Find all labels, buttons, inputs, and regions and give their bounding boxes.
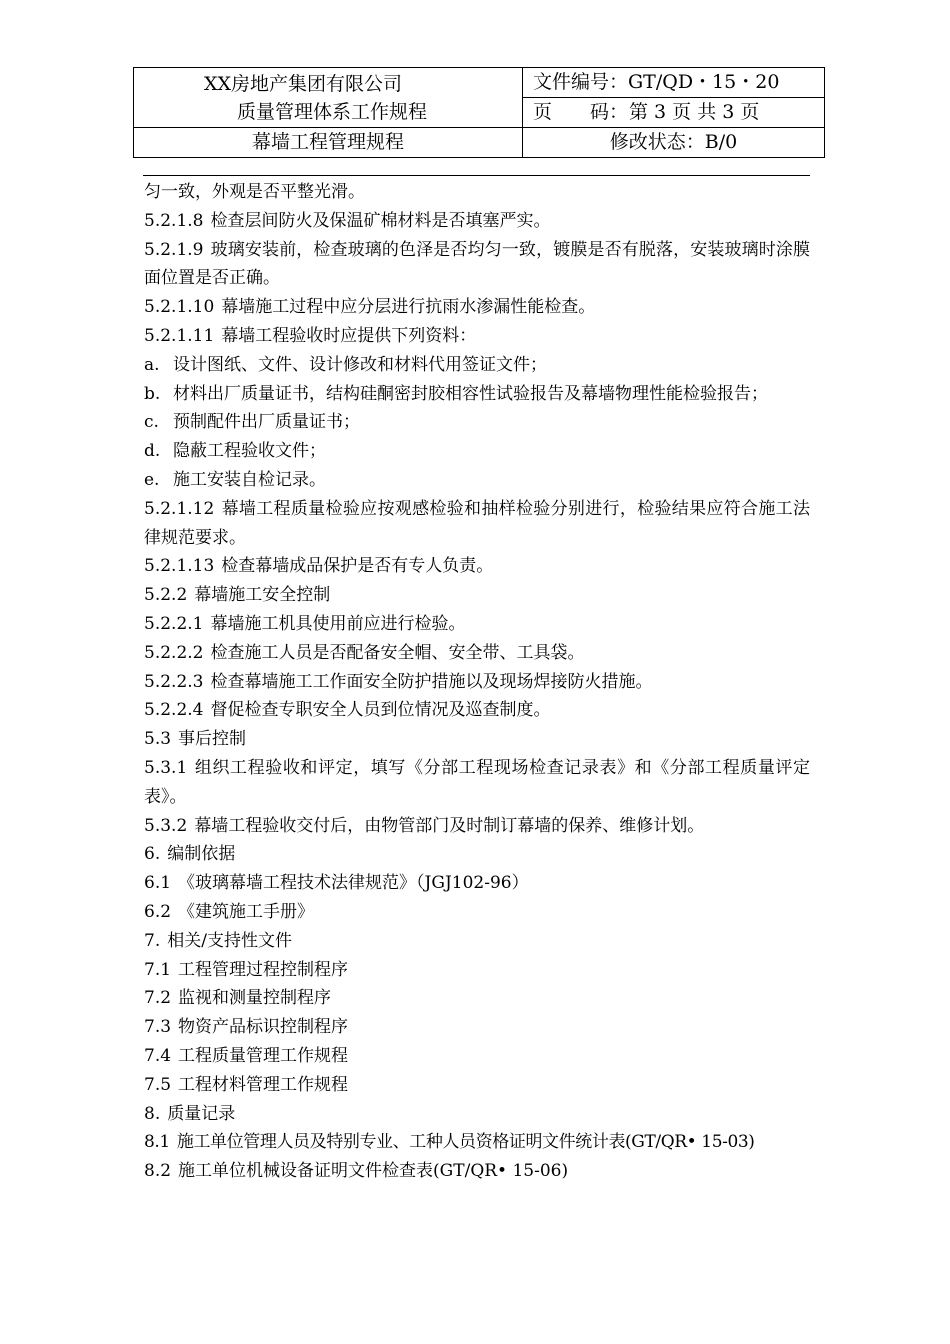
clause-text: 工程材料管理工作规程 — [178, 1074, 349, 1095]
clause-text: 监视和测量控制程序 — [178, 988, 332, 1009]
list-marker: d. — [144, 441, 161, 462]
clause-number: 5.2.1.9 — [144, 239, 204, 260]
paragraph: 匀一致，外观是否平整光滑。 — [144, 182, 365, 202]
clause-number: 5.2.1.11 — [144, 325, 215, 346]
paragraph — [144, 207, 810, 236]
clause-text: 相关/支持性文件 — [167, 930, 292, 951]
section-heading — [144, 927, 810, 956]
clause-number: 5.2.2.4 — [144, 700, 204, 721]
document-title: 幕墙工程管理规程 — [134, 128, 523, 158]
paragraph — [144, 1013, 810, 1042]
clause-text: 幕墙施工安全控制 — [194, 585, 331, 606]
clause-text: 幕墙工程验收交付后，由物管部门及时制订幕墙的保养、维修计划。 — [194, 815, 705, 836]
document-header-table — [133, 67, 825, 158]
clause-text: 幕墙工程验收时应提供下列资料： — [221, 325, 477, 346]
paragraph — [144, 1042, 810, 1071]
clause-number: 5.2.2 — [144, 585, 188, 606]
clause-number: 5.2.1.12 — [144, 498, 215, 519]
list-text: 设计图纸、文件、设计修改和材料代用签证文件； — [173, 354, 547, 375]
list-text: 预制配件出厂质量证书； — [173, 412, 360, 433]
clause-number: 7.1 — [144, 959, 172, 980]
paragraph — [144, 495, 810, 553]
paragraph — [144, 322, 810, 351]
paragraph — [144, 1071, 810, 1100]
clause-text: 玻璃安装前，检查玻璃的色泽是否均匀一致，镀膜是否有脱落，安装玻璃时涂膜面位置是否正确。 — [144, 239, 810, 289]
page-label: 页 码： — [533, 101, 629, 123]
company-name: XX房地产集团有限公司 — [204, 72, 403, 95]
clause-text: 编制依据 — [167, 844, 236, 865]
clause-text: 施工单位管理人员及特别专业、工种人员资格证明文件统计表(GT/QR• 15-03) — [176, 1132, 755, 1153]
paragraph — [144, 696, 810, 725]
clause-text: 幕墙施工过程中应分层进行抗雨水渗漏性能检查。 — [221, 297, 596, 318]
file-number: 文件编号：GT/QD・15・20 — [523, 68, 825, 98]
clause-text: 督促检查专职安全人员到位情况及巡查制度。 — [210, 700, 551, 721]
document-body — [144, 178, 810, 1186]
paragraph — [144, 898, 810, 927]
section-heading — [144, 1100, 810, 1129]
list-item — [144, 437, 810, 466]
clause-number: 5.3.1 — [144, 757, 188, 778]
clause-text: 幕墙施工机具使用前应进行检验。 — [210, 613, 466, 634]
list-text: 施工安装自检记录。 — [173, 469, 326, 490]
section-heading — [144, 725, 810, 754]
paragraph — [144, 293, 810, 322]
list-marker: e. — [144, 469, 160, 490]
clause-text: 施工单位机械设备证明文件检查表(GT/QR• 15-06) — [178, 1161, 569, 1182]
clause-number: 6. — [144, 844, 161, 865]
clause-number: 5.2.1.13 — [144, 556, 215, 577]
clause-number: 7.5 — [144, 1074, 172, 1095]
clause-text: 《玻璃幕墙工程技术法律规范》（JGJ102-96） — [178, 873, 529, 894]
clause-number: 6.2 — [144, 901, 172, 922]
list-text: 材料出厂质量证书，结构硅酮密封胶相容性试验报告及幕墙物理性能检验报告； — [173, 383, 768, 404]
page-value: 第 3 页 共 3 页 — [629, 101, 760, 123]
clause-number: 8.2 — [144, 1161, 172, 1182]
clause-text: 工程管理过程控制程序 — [178, 959, 349, 980]
page-number-cell — [523, 98, 825, 128]
clause-number: 5.2.1.10 — [144, 297, 215, 318]
clause-number: 5.2.2.1 — [144, 613, 204, 634]
clause-number: 5.3 — [144, 729, 172, 750]
paragraph — [144, 1157, 810, 1186]
clause-text: 检查幕墙成品保护是否有专人负责。 — [221, 556, 494, 577]
clause-text: 组织工程验收和评定，填写《分部工程现场检查记录表》和《分部工程质量评定表》。 — [144, 757, 810, 807]
paragraph — [144, 610, 810, 639]
clause-number: 7. — [144, 930, 161, 951]
paragraph — [144, 869, 810, 898]
paragraph — [144, 956, 810, 985]
list-text: 隐蔽工程验收文件； — [173, 441, 326, 462]
clause-text: 幕墙工程质量检验应按观感检验和抽样检验分别进行，检验结果应符合施工法律规范要求。 — [144, 498, 810, 548]
company-cell — [134, 68, 523, 128]
list-item — [144, 408, 810, 437]
header-divider — [143, 175, 810, 176]
clause-text: 检查幕墙施工工作面安全防护措施以及现场焊接防火措施。 — [210, 671, 653, 692]
list-marker: c. — [144, 412, 159, 433]
clause-number: 6.1 — [144, 873, 172, 894]
paragraph — [144, 984, 810, 1013]
paragraph — [144, 639, 810, 668]
list-marker: b. — [144, 383, 161, 404]
clause-text: 质量记录 — [167, 1103, 236, 1124]
paragraph — [144, 754, 810, 812]
clause-number: 5.2.2.2 — [144, 642, 204, 663]
list-item — [144, 351, 810, 380]
clause-number: 7.4 — [144, 1045, 172, 1066]
paragraph — [144, 552, 810, 581]
clause-number: 8.1 — [144, 1132, 170, 1153]
paragraph — [144, 668, 810, 697]
clause-text: 检查层间防火及保温矿棉材料是否填塞严实。 — [210, 210, 551, 231]
revision-status: 修改状态：B/0 — [523, 128, 825, 158]
clause-text: 工程质量管理工作规程 — [178, 1045, 349, 1066]
clause-number: 8. — [144, 1103, 161, 1124]
paragraph — [144, 812, 810, 841]
clause-number: 7.2 — [144, 988, 172, 1009]
clause-number: 5.2.2.3 — [144, 671, 204, 692]
clause-text: 事后控制 — [178, 729, 247, 750]
clause-number: 5.2.1.8 — [144, 210, 204, 231]
clause-text: 检查施工人员是否配备安全帽、安全带、工具袋。 — [210, 642, 585, 663]
clause-number: 7.3 — [144, 1017, 172, 1038]
clause-text: 物资产品标识控制程序 — [178, 1017, 349, 1038]
clause-number: 5.3.2 — [144, 815, 188, 836]
list-item — [144, 466, 810, 495]
paragraph — [144, 1128, 810, 1157]
list-item — [144, 380, 810, 409]
list-marker: a. — [144, 354, 160, 375]
system-name: 质量管理体系工作规程 — [237, 100, 428, 123]
clause-text: 《建筑施工手册》 — [178, 901, 315, 922]
section-heading — [144, 840, 810, 869]
paragraph — [144, 236, 810, 294]
section-heading — [144, 581, 810, 610]
